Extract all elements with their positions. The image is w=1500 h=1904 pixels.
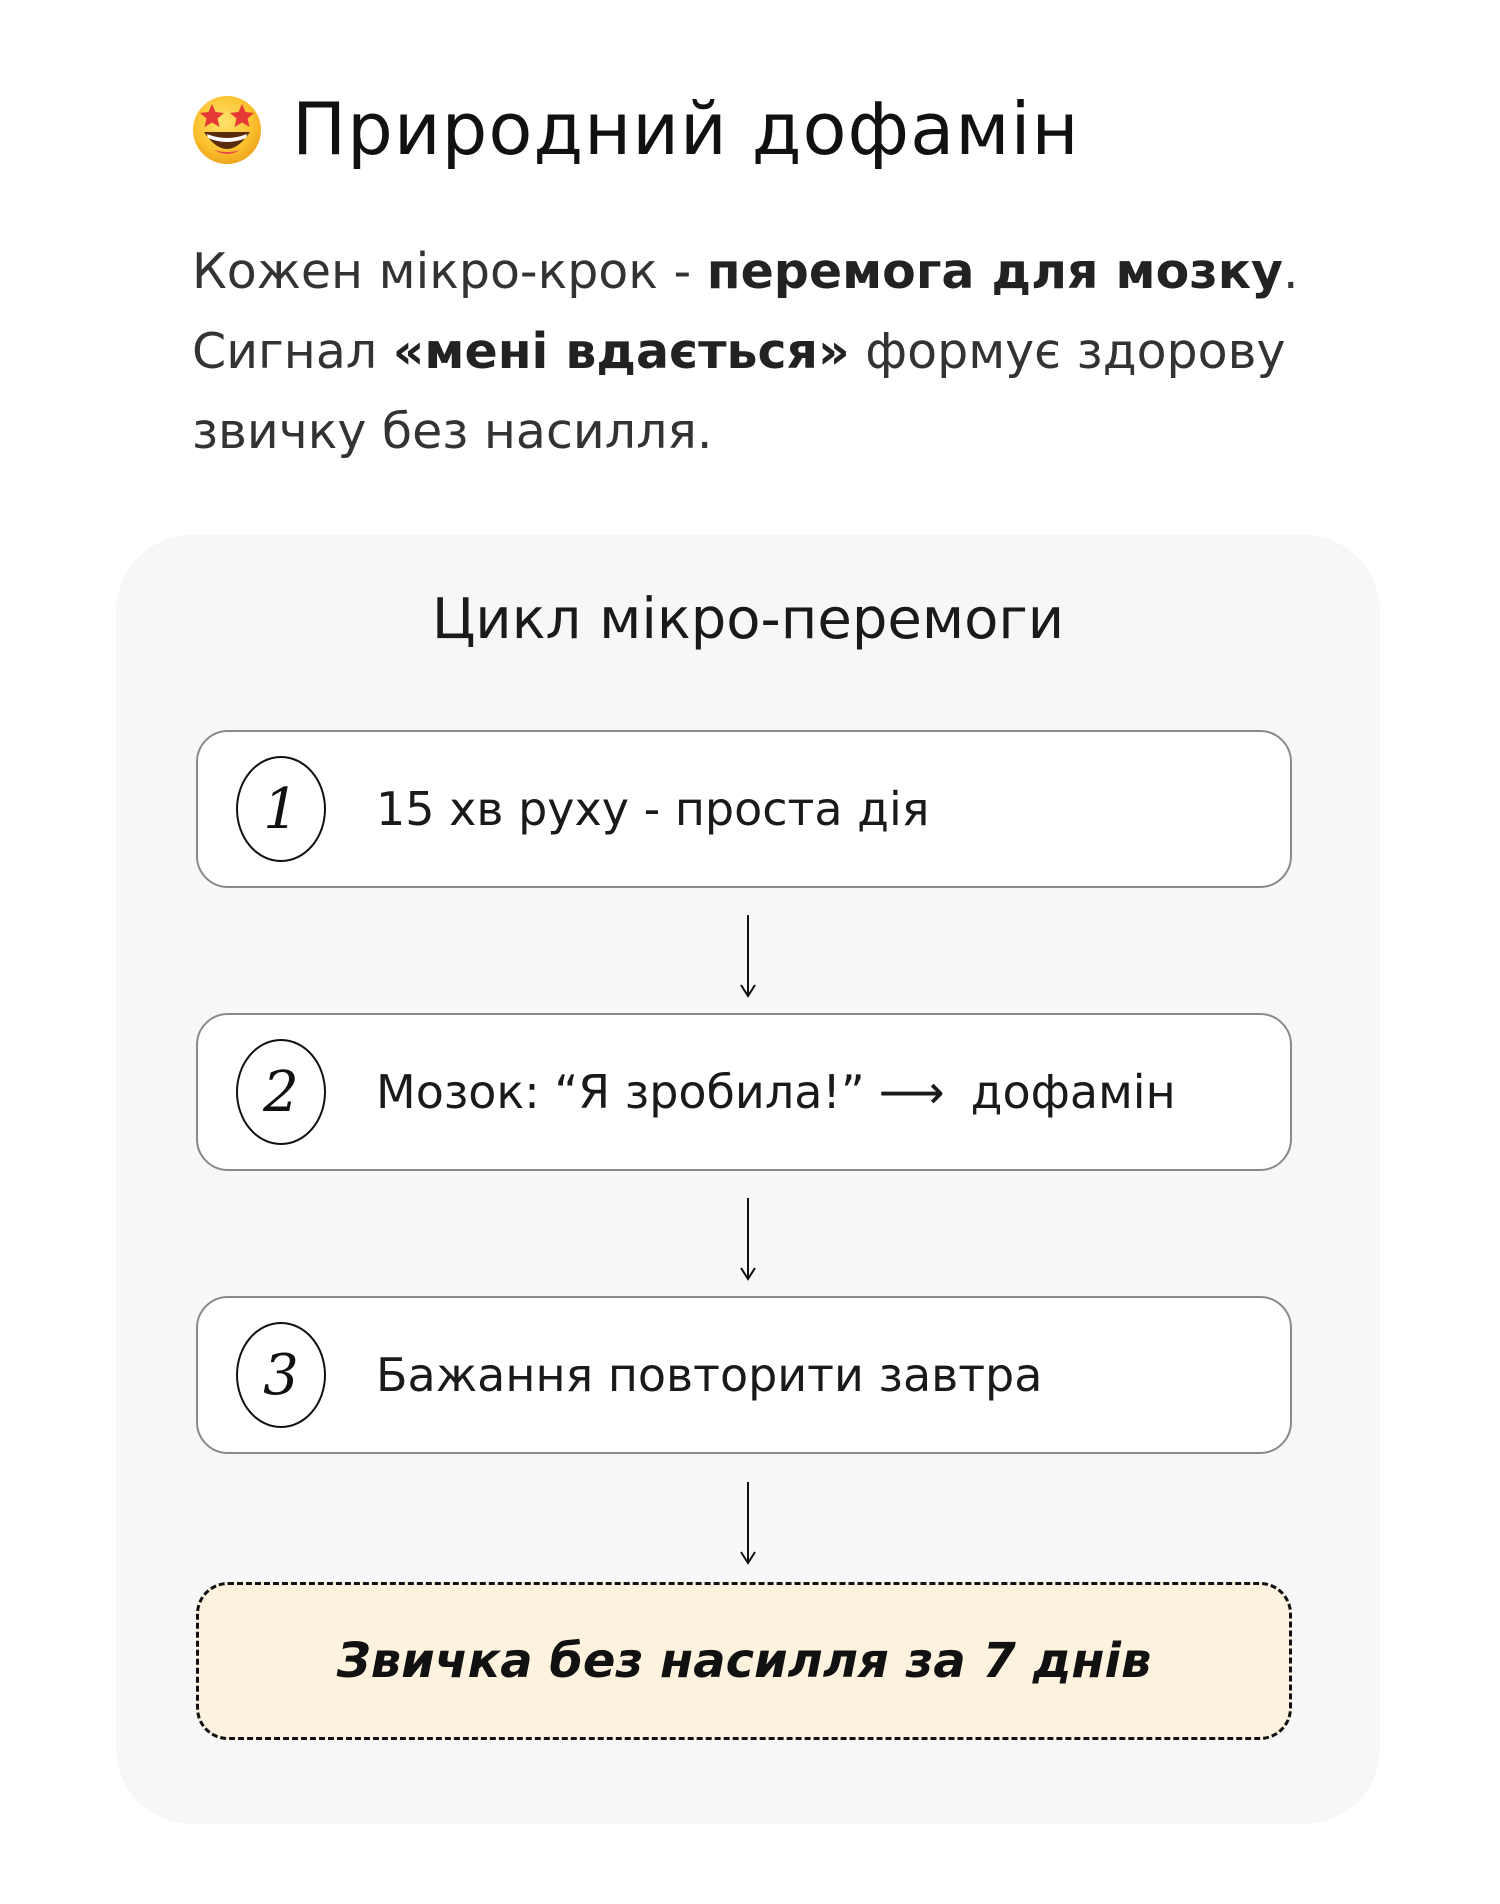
header	[190, 87, 1080, 171]
step-text	[376, 1015, 1176, 1169]
cycle-result: Звичка без насилля за 7 днів	[196, 1582, 1292, 1740]
long-right-arrow-icon: ⟶	[878, 1065, 945, 1119]
cycle-panel	[116, 535, 1380, 1824]
step-number-badge: 1	[236, 756, 326, 862]
down-arrow-icon	[728, 913, 768, 999]
cycle-step-1	[196, 730, 1292, 888]
intro-part: Сигнал	[192, 323, 393, 380]
intro-part: Кожен мікро-крок -	[192, 243, 707, 300]
down-arrow-icon	[728, 1480, 768, 1566]
cycle-title: Цикл мікро-перемоги	[431, 587, 1065, 652]
step-text-part: дофамін	[970, 1065, 1176, 1119]
cycle-step-3	[196, 1296, 1292, 1454]
cycle-step-2	[196, 1013, 1292, 1171]
step-number-badge: 2	[236, 1039, 326, 1145]
intro-emphasis: перемога для мозку	[706, 243, 1283, 300]
intro-part: формує здорову звичку без насилля.	[192, 323, 1286, 460]
step-text: Бажання повторити завтра	[376, 1348, 1043, 1402]
star-struck-emoji-icon	[190, 92, 264, 166]
intro-part: .	[1282, 243, 1299, 300]
down-arrow-icon	[728, 1196, 768, 1282]
intro-text	[192, 232, 1372, 472]
page-title: Природний дофамін	[292, 87, 1080, 171]
step-text-part: Мозок: “Я зробила!”	[376, 1065, 865, 1119]
intro-emphasis: «мені вдається»	[392, 323, 850, 380]
step-text: 15 хв руху - проста дія	[376, 782, 930, 836]
step-number-badge: 3	[236, 1322, 326, 1428]
